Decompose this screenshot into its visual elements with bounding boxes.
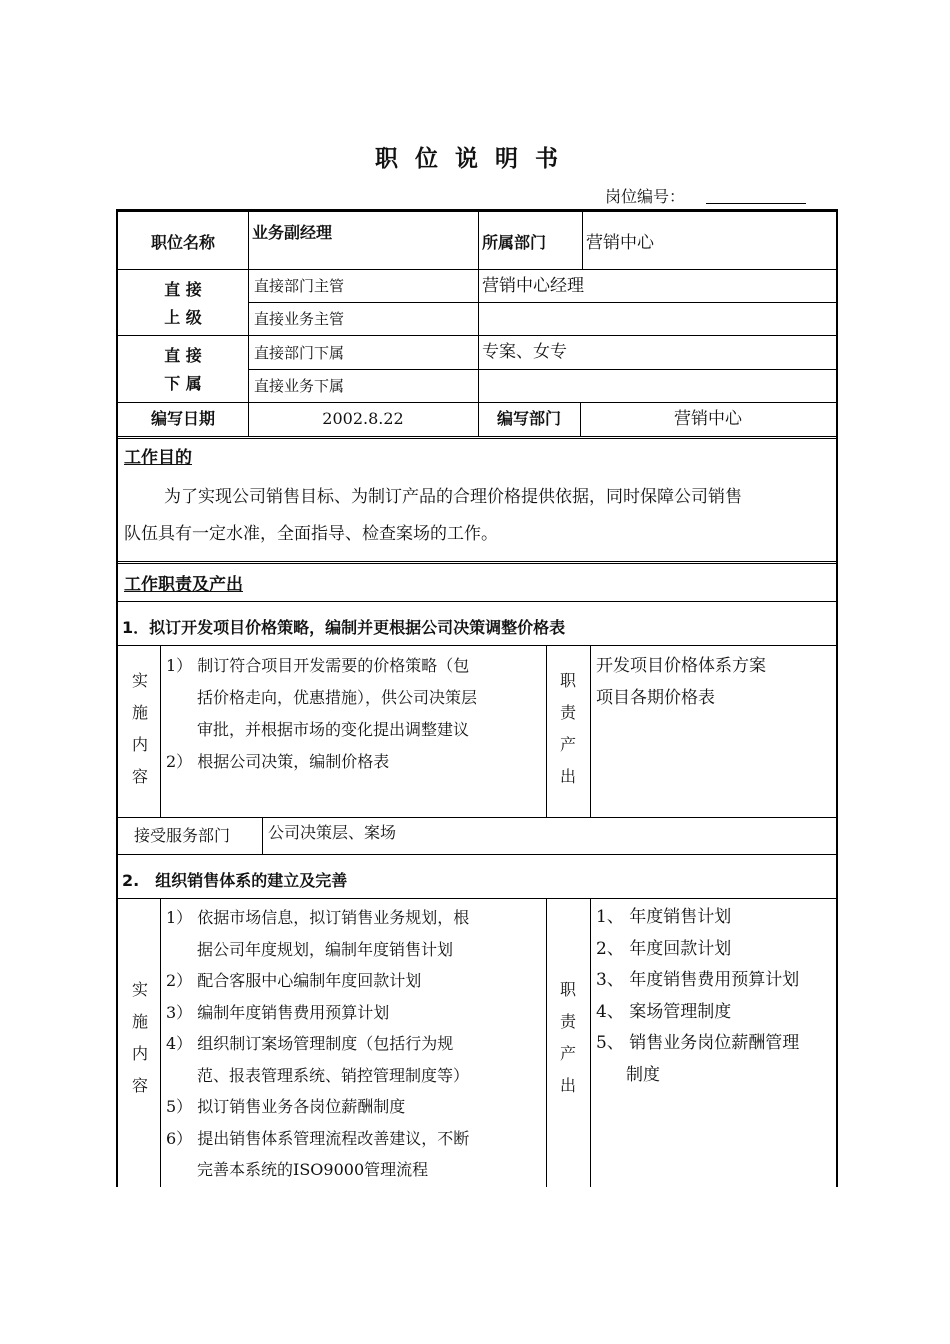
row-line	[118, 335, 836, 336]
superior-label-line1: 直 接	[164, 280, 202, 299]
subordinate-label-line2: 下 属	[164, 374, 202, 393]
output-item: 项目各期价格表	[596, 688, 715, 708]
col-line	[160, 645, 161, 817]
date-label: 编写日期	[150, 409, 215, 428]
output-item: 开发项目价格体系方案	[596, 656, 766, 676]
output-item: 2、 年度回款计划	[596, 938, 732, 959]
col-line	[478, 212, 479, 269]
list-item: 完善本系统的ISO9000管理流程	[197, 1160, 429, 1179]
subordinate-row-label: 直接部门下属	[254, 344, 345, 362]
section2-impl-label: 实施内容	[131, 980, 148, 1095]
row-line	[248, 302, 836, 303]
list-item: 2） 根据公司决策，编制价格表	[166, 752, 390, 771]
page-title: 职位说明书	[375, 146, 575, 172]
superior-label-line2: 上 级	[164, 308, 202, 327]
output-item: 1、 年度销售计划	[596, 907, 732, 927]
service-dept-label: 接受服务部门	[134, 826, 231, 845]
job-description-table	[116, 209, 838, 1187]
subordinate-row-label: 直接业务下属	[254, 377, 345, 395]
section1-items	[166, 650, 477, 778]
list-item: 3） 编制年度销售费用预算计划	[166, 1002, 390, 1022]
col-line	[160, 898, 161, 1187]
list-item: 范、报表管理系统、销控管理制度等）	[197, 1065, 470, 1085]
subordinate-row-value: 专案、女专	[482, 342, 567, 362]
col-line	[546, 645, 547, 817]
post-number-label: 岗位编号：	[605, 187, 686, 206]
position-name-label: 职位名称	[150, 233, 215, 252]
output-item: 3、 年度销售费用预算计划	[596, 970, 800, 990]
col-line	[248, 212, 249, 436]
subordinate-label-line1: 直 接	[164, 346, 202, 365]
purpose-text-line2: 队伍具有一定水准，全面指导、检查案场的工作。	[124, 524, 498, 544]
duties-heading: 工作职责及产出	[124, 575, 243, 595]
superior-row-value: 营销中心经理	[482, 276, 584, 296]
date-value: 2002.8.22	[322, 409, 404, 428]
post-number-blank	[706, 203, 806, 204]
section-divider	[118, 436, 836, 439]
row-line	[118, 645, 836, 646]
col-line	[262, 817, 263, 854]
list-item: 据公司年度规划，编制年度销售计划	[197, 939, 454, 959]
section-divider	[118, 561, 836, 564]
row-line	[118, 601, 836, 602]
section1-impl-label: 实施内容	[131, 671, 148, 786]
col-line	[546, 898, 547, 1187]
col-line	[590, 645, 591, 817]
section2-outputs	[596, 902, 799, 1091]
list-item: 1） 依据市场信息，拟订销售业务规划，根	[166, 908, 470, 927]
superior-row-label: 直接业务主管	[254, 310, 345, 328]
output-item: 4、 案场管理制度	[596, 1001, 732, 1022]
list-item: 审批，并根据市场的变化提出调整建议	[197, 720, 470, 739]
section1-outputs	[596, 650, 766, 714]
output-item: 制度	[626, 1064, 660, 1085]
row-line	[118, 402, 836, 403]
list-item: 1） 制订符合项目开发需要的价格策略（包	[166, 656, 470, 675]
section2-items	[166, 902, 469, 1186]
section1-title: 1．拟订开发项目价格策略，编制并更根据公司决策调整价格表	[122, 618, 566, 637]
list-item: 括价格走向，优惠措施），供公司决策层	[197, 688, 478, 707]
col-line	[582, 212, 583, 269]
subordinate-label	[118, 342, 248, 398]
col-line	[590, 898, 591, 1187]
superior-row-label: 直接部门主管	[254, 277, 345, 295]
section2-output-label: 职责产出	[559, 980, 576, 1095]
list-item: 4） 组织制订案场管理制度（包括行为规	[166, 1034, 454, 1053]
list-item: 6） 提出销售体系管理流程改善建议，不断	[166, 1128, 470, 1148]
service-dept-value: 公司决策层、案场	[268, 823, 397, 842]
row-line	[118, 269, 836, 270]
writer-dept-label: 编写部门	[496, 409, 561, 428]
superior-label	[118, 276, 248, 332]
list-item: 5） 拟订销售业务各岗位薪酬制度	[166, 1097, 406, 1116]
department-label: 所属部门	[482, 233, 547, 252]
writer-dept-value: 营销中心	[674, 409, 742, 429]
department-value: 营销中心	[586, 233, 654, 253]
row-line	[118, 854, 836, 855]
purpose-heading: 工作目的	[124, 448, 192, 468]
purpose-text-line1: 为了实现公司销售目标、为制订产品的合理价格提供依据，同时保障公司销售	[164, 487, 742, 507]
col-line	[478, 269, 479, 402]
list-item: 2） 配合客服中心编制年度回款计划	[166, 971, 422, 990]
position-name-value: 业务副经理	[252, 223, 333, 242]
row-line	[248, 369, 836, 370]
section2-title: 2. 组织销售体系的建立及完善	[122, 871, 348, 890]
section1-output-label: 职责产出	[559, 671, 576, 786]
row-line	[118, 817, 836, 818]
row-line	[118, 898, 836, 899]
output-item: 5、 销售业务岗位薪酬管理	[596, 1033, 800, 1053]
